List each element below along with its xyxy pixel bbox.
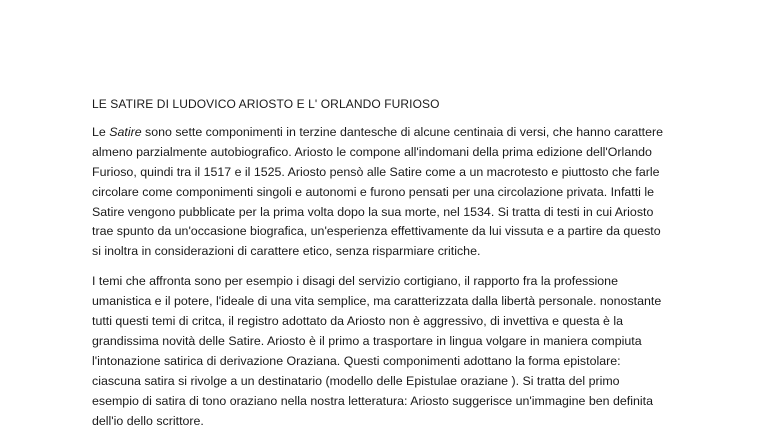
paragraph-1-line: si inoltra in considerazioni di carattere etico, senza risparmiare critiche.: [92, 244, 481, 259]
paragraph-2-line: ciascuna satira si rivolge a un destinatario (modello delle Epistulae oraziane ). Si tratta del primo: [92, 373, 620, 388]
document-title: LE SATIRE DI LUDOVICO ARIOSTO E L' ORLANDO FURIOSO: [92, 97, 440, 111]
paragraph-1-line: Satire vengono pubblicate per la prima volta dopo la sua morte, nel 1534. Si tratta di testi in cui Ariosto: [92, 204, 654, 219]
paragraph-1-line: [92, 123, 732, 143]
paragraph-2-line: l'intonazione satirica di derivazione Oraziana. Questi componimenti adottano la forma epistolare:: [92, 353, 621, 368]
paragraph-2-line: dell'io dello scrittore.: [92, 413, 204, 428]
paragraph-2-line: umanistica e il potere, l'ideale di una vita semplice, ma caratterizzata dalla libertà personale. nonostante: [92, 294, 662, 309]
paragraph-2-line: tutti questi temi di critca, il registro adottato da Ariosto non è aggressivo, di invettiva e questa è la: [92, 314, 624, 329]
paragraph-1-line: Furioso, quindi tra il 1517 e il 1525. Ariosto pensò alle Satire come a un macrotesto e piuttosto che farle: [92, 164, 660, 179]
paragraph-2-line: grandissima novità delle Satire. Ariosto è il primo a trasportare in lingua volgare in maniera compiuta: [92, 333, 642, 348]
paragraph-1-line: circolare come componimenti singoli e autonomi e furono pensati per una circolazione privata. Infatti le: [92, 184, 655, 199]
paragraph-1-line: trae spunto da un'occasione biografica, un'esperienza effettivamente da lui vissuta e a partire da questo: [92, 224, 661, 239]
paragraph-2-line: I temi che affronta sono per esempio i disagi del servizio cortigiano, il rapporto fra la professione: [92, 274, 618, 289]
paragraph-2-line: esempio di satira di tono oraziano nella nostra letteratura: Ariosto suggerisce un'immagine ben definita: [92, 393, 653, 408]
document-body: [92, 95, 732, 442]
paragraph-2: [92, 272, 732, 431]
text-prefix: Le: [92, 124, 110, 139]
italic-title-satire: Satire: [109, 124, 142, 139]
text-rest: sono sette componimenti in terzine dantesche di alcune centinaia di versi, che hanno carattere: [141, 124, 664, 139]
paragraph-1: [92, 123, 732, 262]
paragraph-1-line: almeno parzialmente autobiografico. Ariosto le compone all'indomani della prima edizione dell'Orlando: [92, 144, 652, 159]
